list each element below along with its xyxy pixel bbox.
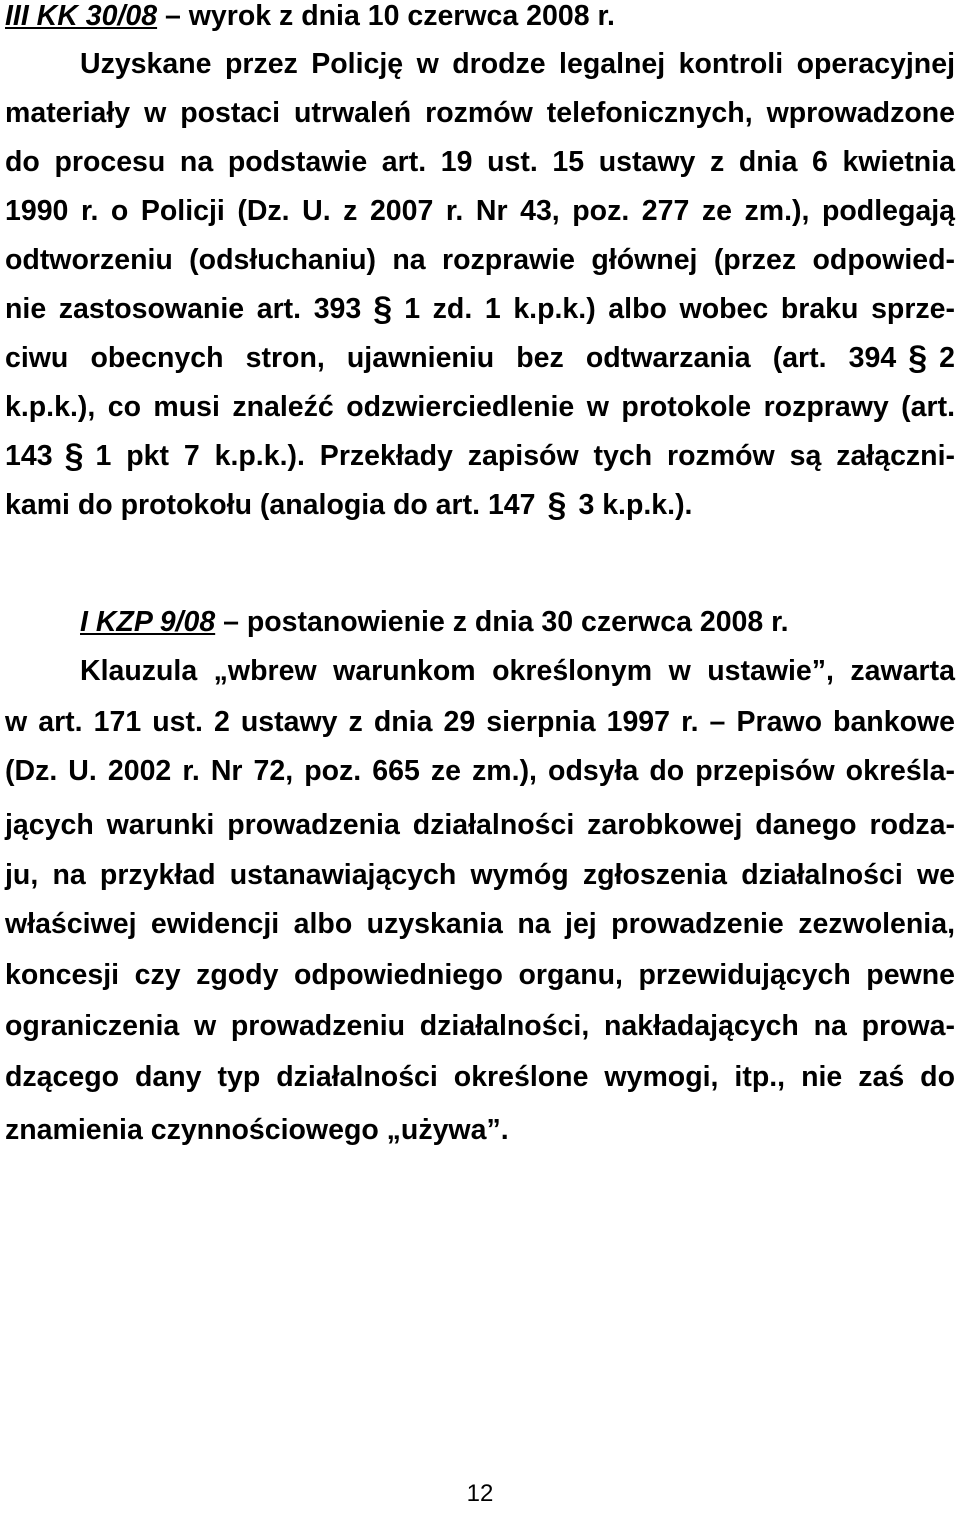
text-line: materiały w postaci utrwaleń rozmów telefonicznych, wprowadzone xyxy=(5,97,955,129)
heading-1-rest: – wyrok z dnia 10 czerwca 2008 r. xyxy=(157,0,615,32)
case-id-1: III KK 30/08 xyxy=(5,0,158,32)
section-sign: § xyxy=(547,486,567,524)
text-line xyxy=(5,334,955,383)
text-line: (Dz. U. 2002 r. Nr 72, poz. 665 ze zm.), odsyła do przepisów określa- xyxy=(5,755,955,787)
text-line: do procesu na podstawie art. 19 ust. 15 ustawy z dnia 6 kwietnia xyxy=(5,146,955,178)
text-line: jących warunki prowadzenia działalności zarobkowej danego rodza- xyxy=(5,809,955,841)
text-segment: kami do protokołu (analogia do art. 147 xyxy=(5,489,536,521)
text-line xyxy=(5,481,955,530)
text-line: odtworzeniu (odsłuchaniu) na rozprawie głównej (przez odpowied- xyxy=(5,244,955,276)
section-sign: § xyxy=(64,437,84,475)
section-sign: § xyxy=(908,339,928,377)
text-segment: 2 xyxy=(939,342,955,374)
text-segment: ciwu obecnych stron, ujawnieniu bez odtwarzania (art. 394 xyxy=(5,342,897,374)
text-line xyxy=(5,285,955,334)
text-segment: 3 k.p.k.). xyxy=(578,489,693,521)
text-line: znamienia czynnościowego „używa”. xyxy=(5,1114,509,1146)
page-number: 12 xyxy=(466,1480,494,1507)
text-line: k.p.k.), co musi znaleźć odzwierciedlenie w protokole rozprawy (art. xyxy=(5,391,955,423)
text-segment: 1 zd. 1 k.p.k.) albo wobec braku sprze- xyxy=(404,293,956,325)
text-line: właściwej ewidencji albo uzyskania na jej prowadzenie zezwolenia, xyxy=(5,908,955,940)
text-line: ju, na przykład ustanawiających wymóg zgłoszenia działalności we xyxy=(5,859,955,891)
text-line: Klauzula „wbrew warunkom określonym w ustawie”, zawarta xyxy=(80,655,955,687)
heading-2-rest: – postanowienie z dnia 30 czerwca 2008 r. xyxy=(215,606,789,638)
heading-1 xyxy=(5,0,955,41)
text-line: dzącego dany typ działalności określone wymogi, itp., nie zaś do xyxy=(5,1061,955,1093)
heading-2 xyxy=(80,598,955,647)
text-line xyxy=(5,432,955,481)
text-line: ograniczenia w prowadzeniu działalności, nakładających na prowa- xyxy=(5,1010,955,1042)
text-line: koncesji czy zgody odpowiedniego organu, przewidujących pewne xyxy=(5,959,955,991)
text-line: 1990 r. o Policji (Dz. U. z 2007 r. Nr 43, poz. 277 ze zm.), podlegają xyxy=(5,195,955,227)
text-line: Uzyskane przez Policję w drodze legalnej kontroli operacyjnej xyxy=(80,48,955,80)
text-segment: 1 pkt 7 k.p.k.). Przekłady zapisów tych rozmów są załączni- xyxy=(95,440,955,472)
text-line: w art. 171 ust. 2 ustawy z dnia 29 sierpnia 1997 r. – Prawo bankowe xyxy=(5,706,955,738)
text-segment: nie zastosowanie art. 393 xyxy=(5,293,362,325)
text-segment: 143 xyxy=(5,440,53,472)
section-sign: § xyxy=(373,290,393,328)
case-id-2: I KZP 9/08 xyxy=(80,606,216,638)
